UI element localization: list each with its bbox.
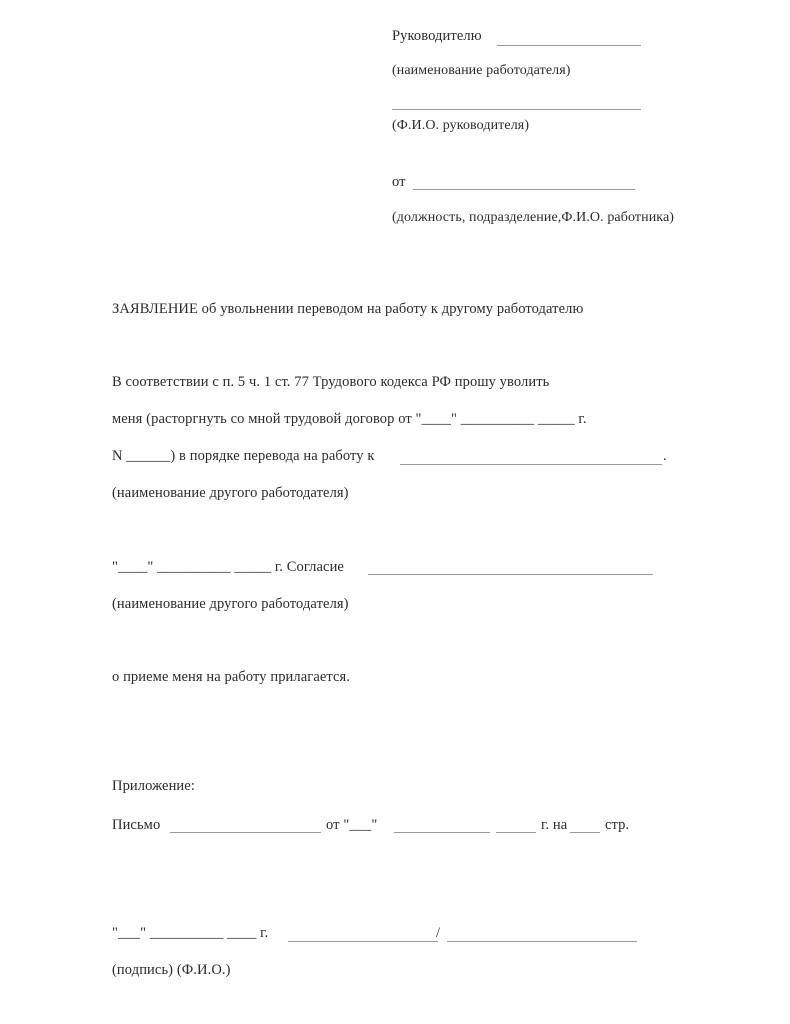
consent-blank-rule[interactable] [368,574,653,575]
closing-line: о приеме меня на работу прилагается. [112,669,351,685]
signature-date-line: "___" __________ ____ г. [112,925,269,941]
attachment-letter-label: Письмо [112,817,161,833]
body-line-2: меня (расторгнуть со мной трудовой договор от "____" __________ _____ г. [112,411,587,427]
employee-caption: (должность, подразделение,Ф.И.О. работника) [392,210,675,225]
body-line-1: В соответствии с п. 5 ч. 1 ст. 77 Трудового кодекса РФ прошу уволить [112,374,550,390]
attachment-label: Приложение: [112,778,195,794]
director-caption: (Ф.И.О. руководителя) [392,118,530,133]
signature-caption: (подпись) (Ф.И.О.) [112,962,231,978]
signature-blank-rule[interactable] [288,941,438,942]
from-blank-rule[interactable] [413,189,635,190]
signature-name-blank-rule[interactable] [447,941,637,942]
consent-line: "____" __________ _____ г. Согласие [112,559,344,575]
page-title: ЗАЯВЛЕНИЕ об увольнении переводом на работу к другому работодателю [112,301,584,317]
attachment-date-prefix: от "___" [326,817,378,833]
body-line-3-prefix: N ______) в порядке перевода на работу к [112,448,375,464]
other-employer-caption-2: (наименование другого работодателя) [112,596,349,612]
addressee-blank-rule[interactable] [497,45,641,46]
attachment-month-blank-rule[interactable] [394,832,490,833]
other-employer-blank-rule[interactable] [400,464,662,465]
signature-separator: / [436,925,441,941]
attachment-letter-blank-rule[interactable] [170,832,321,833]
other-employer-caption-1: (наименование другого работодателя) [112,485,349,501]
attachment-year-blank-rule[interactable] [496,832,536,833]
attachment-year-suffix: г. на [541,817,568,833]
addressee-label: Руководителю [392,28,482,44]
attachment-pages-blank-rule[interactable] [570,832,600,833]
body-line-3-suffix: . [663,448,667,464]
attachment-pages-suffix: стр. [605,817,630,833]
from-label: от [392,174,406,190]
director-name-blank-rule[interactable] [392,109,641,110]
employer-caption: (наименование работодателя) [392,63,571,78]
